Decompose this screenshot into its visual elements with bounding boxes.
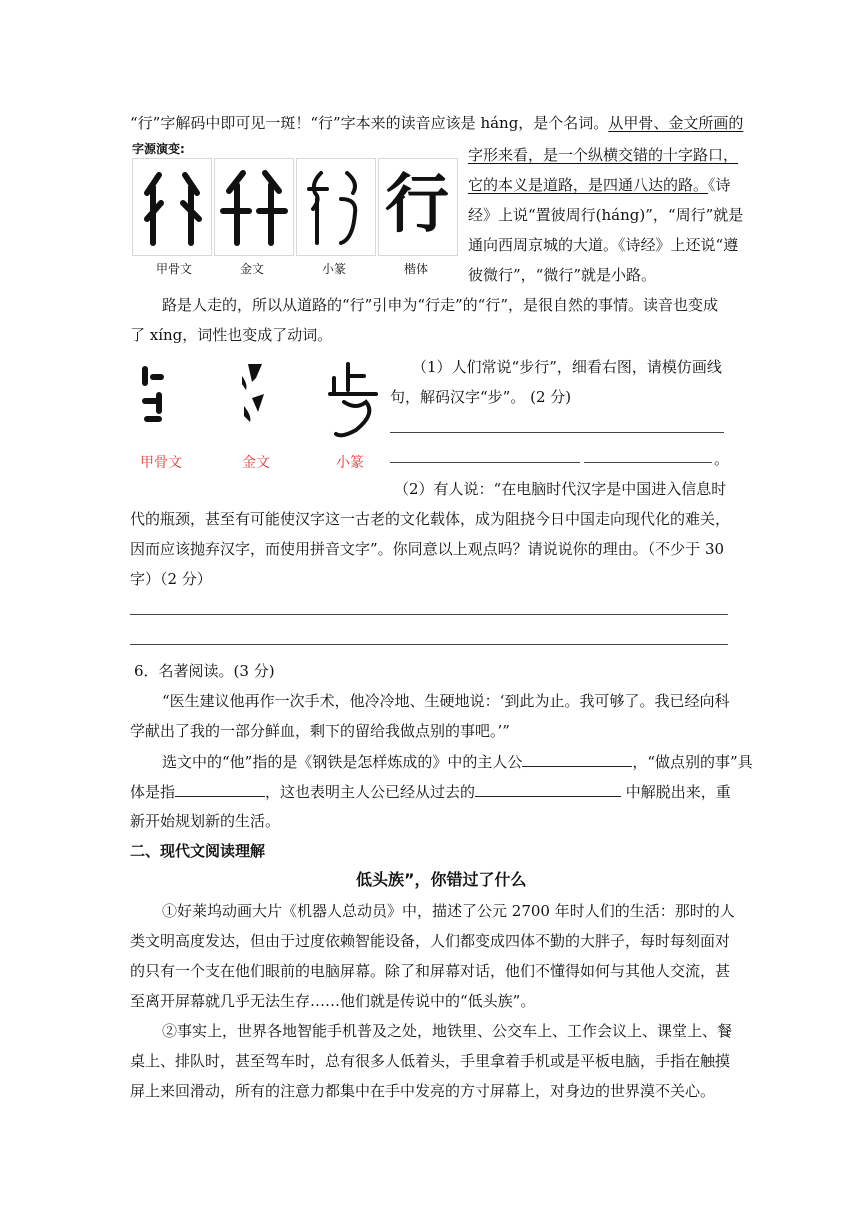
q6-heading: 6．名著阅读。(3 分)	[134, 662, 275, 680]
q2-line4: 字）（2 分）	[130, 570, 212, 588]
para1-line2: 类文明高度发达，但由于过度依赖智能设备，人们都变成四体不勤的大胖子，每时每刻面对	[130, 932, 731, 950]
q6-fill-line2: 体是指 ，这也表明主人公已经从过去的 中解脱出来，重	[130, 780, 731, 803]
p2-line2: 了 xíng，词性也变成了动词。	[130, 326, 333, 344]
xiaozhuan-hang-glyph	[297, 159, 375, 255]
bu-glyphs	[130, 354, 400, 454]
label-xiaozhuan: 小篆	[322, 262, 347, 276]
section2-heading: 二、现代文阅读理解	[130, 842, 266, 860]
bu-label-xiaozhuan: 小篆	[336, 455, 364, 471]
para1-line3: 的只有一个支在他们眼前的电脑屏幕。除了和屏幕对话，他们不懂得如何与其他人交流，甚	[130, 962, 731, 980]
p1-line6: 彼微行”，“微行”就是小路。	[468, 266, 657, 284]
q1-end-mark: 。	[714, 450, 730, 468]
p1-line5: 通向西周京城的大道。《诗经》上还说“遵	[468, 236, 739, 254]
underlined-sentence-part1: 从甲骨、金文所画的	[608, 114, 744, 132]
q6-quote-line1: “医生建议他再作一次手术，他冷冷地、生硬地说：‘到此为止。我可够了。我已经向科	[162, 692, 730, 710]
jiaguwen-hang-glyph	[133, 159, 211, 255]
underlined-sentence-part3: 它的本义是道路，是四通八达的路。	[468, 176, 709, 194]
para1-line4: 至离开屏幕就几乎无法生存……他们就是传说中的“低头族”。	[130, 992, 536, 1010]
p2-line1: 路是人走的，所以从道路的“行”引申为“行走”的“行”，是很自然的事情。读音也变成	[162, 296, 719, 314]
label-jiaguwen: 甲骨文	[156, 262, 193, 276]
jinwen-hang-glyph	[215, 159, 293, 255]
kaishu-hang-glyph: 行	[385, 167, 449, 242]
q2-answer-line-1[interactable]	[130, 614, 728, 615]
para2-line3: 屏上来回滑动，所有的注意力都集中在手中发亮的方寸屏幕上，对身边的世界漠不关心。	[130, 1082, 716, 1100]
underlined-sentence-part2: 字形来看，是一个纵横交错的十字路口，	[468, 146, 739, 164]
blank-past[interactable]	[475, 780, 621, 797]
q1-answer-line-1[interactable]	[390, 432, 724, 433]
q2-line1: （2）有人说：“在电脑时代汉字是中国进入信息时	[394, 480, 727, 498]
blank-something-else[interactable]	[175, 780, 265, 797]
q2-line2: 代的瓶颈，甚至有可能使汉字这一古老的文化载体，成为阻挠今日中国走向现代化的难关，	[130, 510, 731, 528]
bu-jinwen-glyph	[242, 364, 264, 422]
q6-fill-line3: 新开始规划新的生活。	[130, 812, 281, 830]
para2-line1: ②事实上，世界各地智能手机普及之处，地铁里、公交车上、工作会议上、课堂上、餐	[162, 1022, 733, 1040]
q1-line2: 句，解码汉字“步”。 (2 分)	[390, 388, 572, 406]
bu-label-jiaguwen: 甲骨文	[140, 455, 182, 471]
label-jinwen: 金文	[240, 262, 265, 276]
blank-protagonist[interactable]	[522, 750, 632, 767]
xiaozhuan-panel	[296, 158, 376, 256]
jiaguwen-panel	[132, 158, 212, 256]
article-title: 低头族”，你错过了什么	[356, 870, 527, 889]
figure-header: 字源演变:	[132, 142, 185, 156]
p1-line3: 它的本义是道路，是四通八达的路。《诗	[468, 176, 731, 194]
para1-line1: ①好莱坞动画大片《机器人总动员》中，描述了公元 2700 年时人们的生活：那时的人	[162, 902, 735, 920]
bu-label-jinwen: 金文	[242, 455, 270, 471]
para2-line2: 桌上、排队时，甚至驾车时，总有很多人低着头，手里拿着手机或是平板电脑，手指在触摸	[130, 1052, 731, 1070]
q1-line1: （1）人们常说“步行”，细看右图，请模仿画线	[412, 358, 722, 376]
kaishu-panel	[378, 158, 458, 256]
q1-answer-line-2b[interactable]	[584, 462, 712, 463]
bu-jiaguwen-glyph	[142, 366, 164, 422]
label-kaishu: 楷体	[404, 262, 429, 276]
q6-quote-line2: 学献出了我的一部分鲜血，剩下的留给我做点别的事吧。’”	[130, 722, 510, 740]
p1-line1: “行”字解码中即可见一斑！“行”字本来的读音应该是 háng，是个名词。从甲骨、金文所画的	[130, 114, 744, 132]
q1-answer-line-2a[interactable]	[390, 462, 580, 463]
q2-line3: 因而应该抛弃汉字，而使用拼音文字”。你同意以上观点吗？请说说你的理由。（不少于 30	[130, 540, 725, 558]
jinwen-panel	[214, 158, 294, 256]
character-evolution-figure	[130, 140, 458, 278]
p1-line4: 经》上说“置彼周行(háng)”，“周行”就是	[468, 206, 744, 224]
q6-fill-line1: 选文中的“他”指的是《钢铁是怎样炼成的》中的主人公 ，“做点别的事”具	[162, 750, 753, 773]
q2-answer-line-2[interactable]	[130, 644, 728, 645]
bu-xiaozhuan-glyph	[330, 364, 376, 435]
bu-evolution-figure	[130, 354, 400, 480]
